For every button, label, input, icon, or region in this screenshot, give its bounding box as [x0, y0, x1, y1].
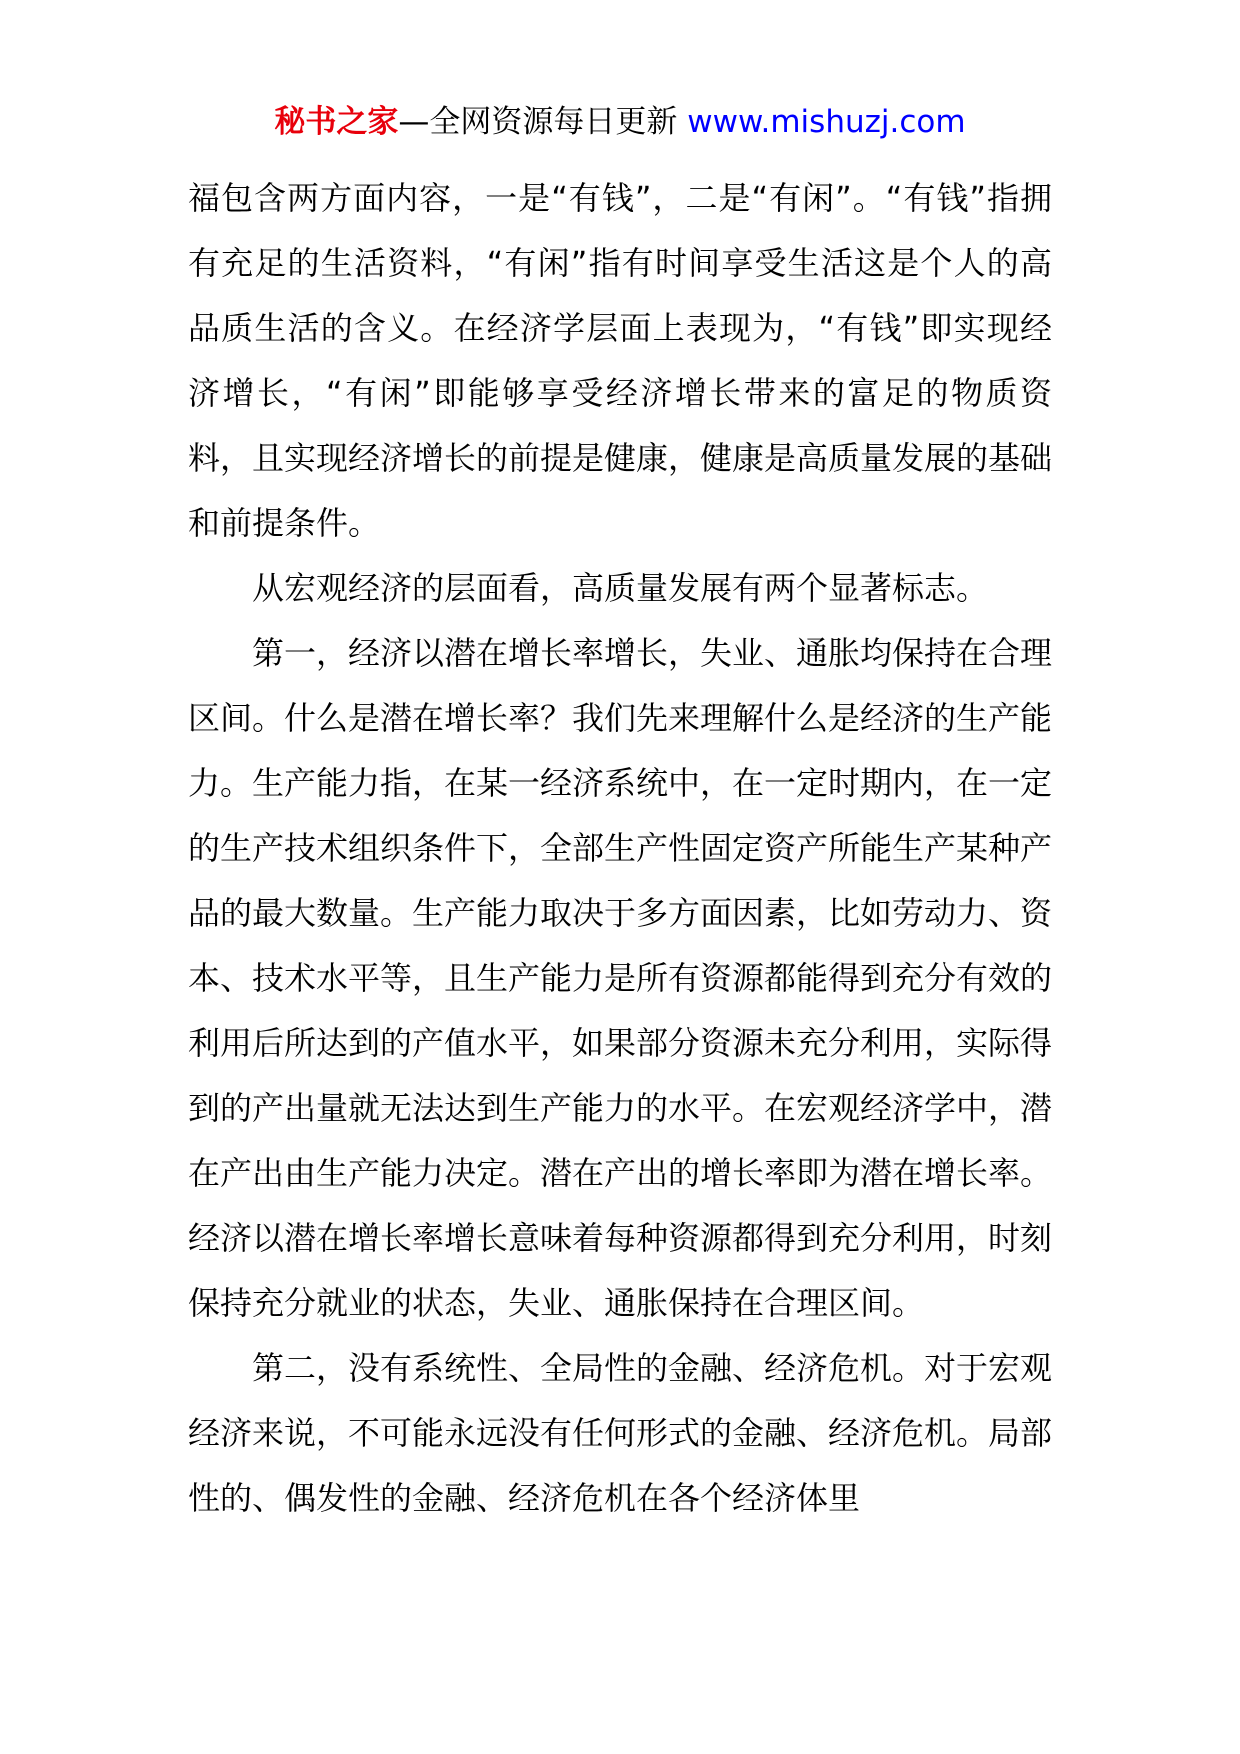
site-tagline: —全网资源每日更新 [398, 104, 678, 140]
paragraph-second-sign: 第二，没有系统性、全局性的金融、经济危机。对于宏观经济来说，不可能永远没有任何形式的金融、经济危机。局部性的、偶发性的金融、经济危机在各个经济体里 [188, 1349, 1053, 1517]
document-body [188, 166, 1052, 1531]
paragraph-macro-view: 从宏观经济的层面看，高质量发展有两个显著标志。 [252, 569, 989, 607]
site-url-link[interactable]: www.mishuzj.com [687, 104, 966, 140]
paragraph-continuation: 福包含两方面内容，一是“有钱”，二是“有闲”。“有钱”指拥有充足的生活资料，“有闲”指有时间享受生活这是个人的高品质生活的含义。在经济学层面上表现为，“有钱”即实现经济增长，“有闲”即能够享受经济增长带来的富足的物质资料，且实现经济增长的前提是健康，健康是高质量发展的基础和前提条件。 [188, 179, 1053, 542]
paragraph-first-sign: 第一，经济以潜在增长率增长，失业、通胀均保持在合理区间。什么是潜在增长率？我们先来理解什么是经济的生产能力。生产能力指，在某一经济系统中，在一定时期内，在一定的生产技术组织条件下，全部生产性固定资产所能生产某种产品的最大数量。生产能力取决于多方面因素，比如劳动力、资本、技术水平等，且生产能力是所有资源都能得到充分有效的利用后所达到的产值水平，如果部分资源未充分利用，实际得到的产出量就无法达到生产能力的水平。在宏观经济学中，潜在产出由生产能力决定。潜在产出的增长率即为潜在增长率。经济以潜在增长率增长意味着每种资源都得到充分利用，时刻保持充分就业的状态，失业、通胀保持在合理区间。 [188, 634, 1053, 1322]
site-header [0, 100, 1240, 144]
site-brand: 秘书之家 [274, 104, 399, 140]
